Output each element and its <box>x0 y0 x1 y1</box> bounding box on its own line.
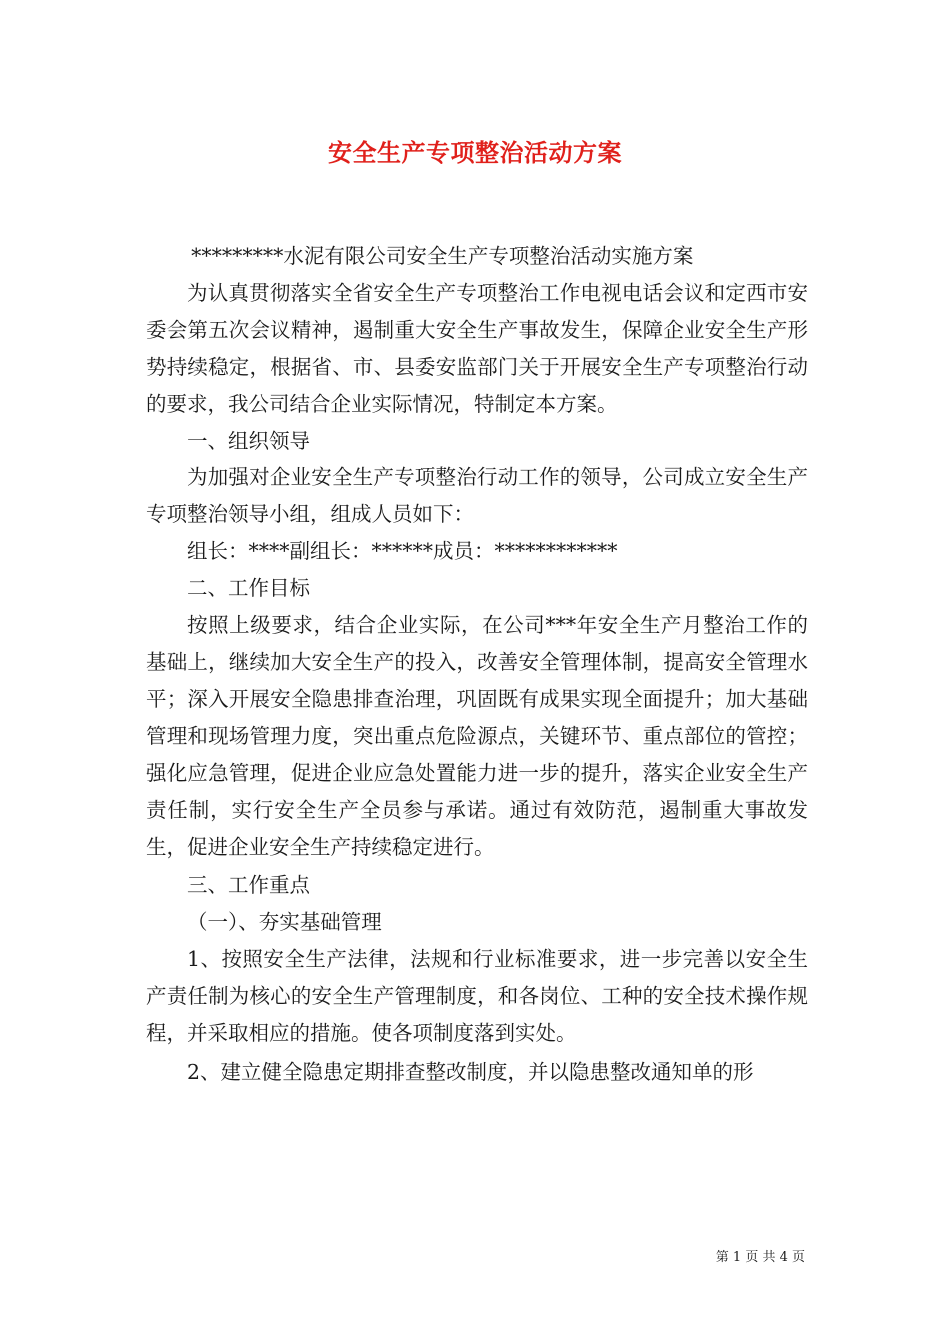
section-heading-focus: 三、工作重点 <box>187 873 310 898</box>
document-subtitle: *********水泥有限公司安全生产专项整治活动实施方案 <box>191 244 694 268</box>
paragraph-intro: 为认真贯彻落实全省安全生产专项整治工作电视电话会议和定西市安委会第五次会议精神，遏制重大安全生产事故发生，保障企业安全生产形势持续稳定，根据省、市、县委安监部门关于开展安全生产专项整治行动的要求，我公司结合企业实际情况，特制定本方案。 <box>146 280 808 416</box>
page-number-footer: 第 1 页 共 4 页 <box>715 1250 805 1265</box>
section-heading-goals: 二、工作目标 <box>187 576 310 601</box>
paragraph-item-1: 1、按照安全生产法律，法规和行业标准要求，进一步完善以安全生产责任制为核心的安全生产管理制度，和各岗位、工种的安全技术操作规程，并采取相应的措施。使各项制度落到实处。 <box>146 947 808 1046</box>
paragraph-members: 组长：****副组长：******成员：************ <box>187 539 618 564</box>
document-body <box>146 238 808 1091</box>
section-heading-organization: 一、组织领导 <box>187 428 310 453</box>
subsection-heading-basic-management: （一）、夯实基础管理 <box>187 910 382 935</box>
paragraph-goals: 按照上级要求，结合企业实际，在公司***年安全生产月整治工作的基础上，继续加大安全生产的投入，改善安全管理体制，提高安全管理水平；深入开展安全隐患排查治理，巩固既有成果实现全面提升；加大基础管理和现场管理力度，突出重点危险源点，关键环节、重点部位的管控；强化应急管理，促进企业应急处置能力进一步的提升，落实企业安全生产责任制，实行安全生产全员参与承诺。通过有效防范，遏制重大事故发生，促进企业安全生产持续稳定进行。 <box>146 613 808 859</box>
document-title: 安全生产专项整治活动方案 <box>328 138 622 167</box>
paragraph-organization: 为加强对企业安全生产专项整治行动工作的领导，公司成立安全生产专项整治领导小组，组成人员如下： <box>146 465 808 527</box>
paragraph-item-2: 2、建立健全隐患定期排查整改制度，并以隐患整改通知单的形 <box>187 1059 754 1084</box>
